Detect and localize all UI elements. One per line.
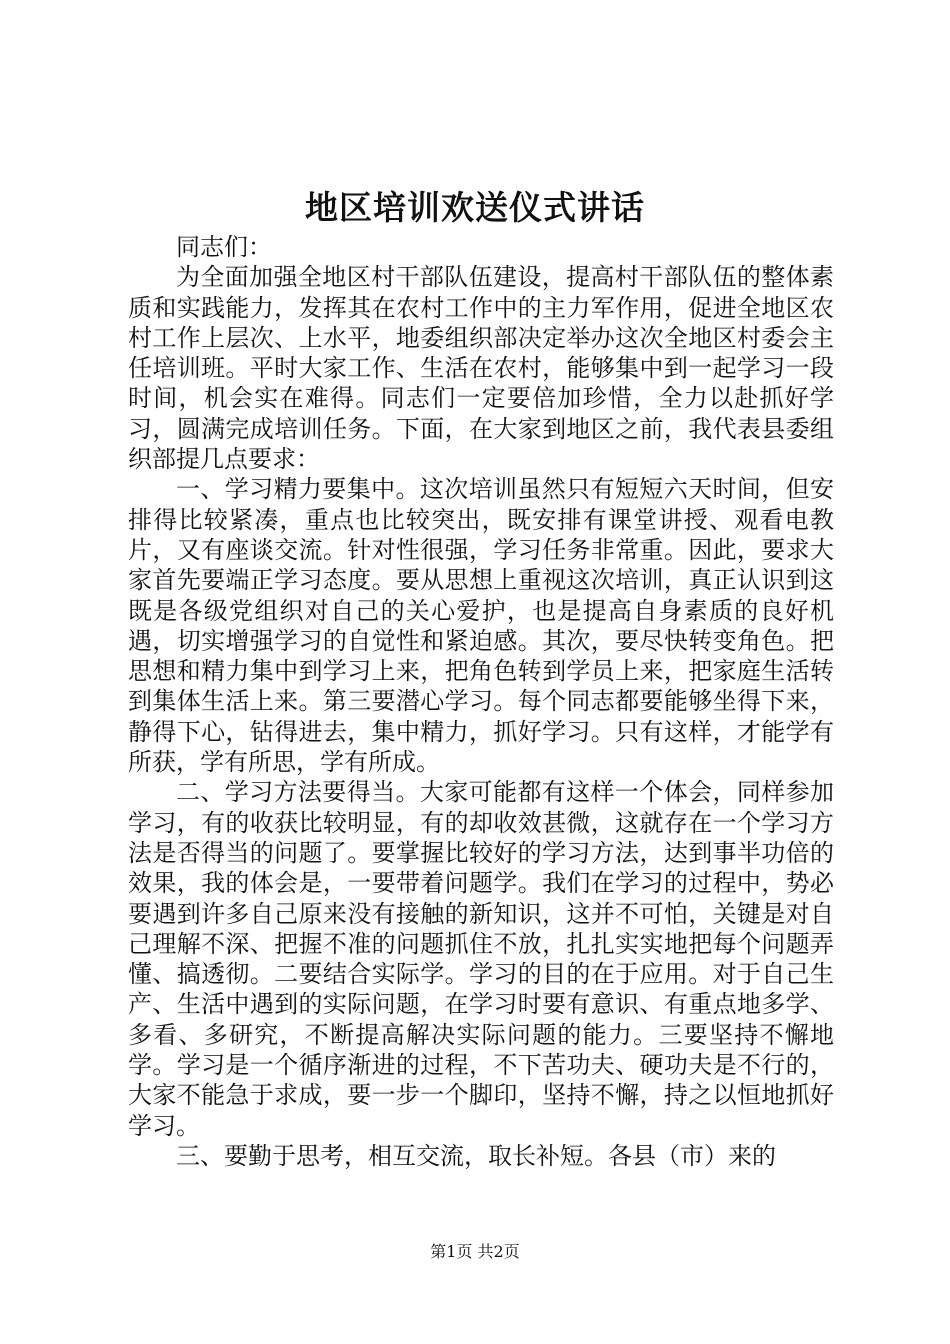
- paragraph-point-two: 二、学习方法要得当。大家可能都有这样一个体会，同样参加学习，有的收获比较明显，有的却收效甚微，这就存在一个学习方法是否得当的问题了。要掌握比较好的学习方法，达到事半功倍的效果，我的体会是，一要带着问题学。我们在学习的过程中，势必要遇到许多自己原来没有接触的新知识，这并不可怕，关键是对自己理解不深、把握不准的问题抓住不放，扎扎实实地把每个问题弄懂、搞透彻。二要结合实际学。学习的目的在于应用。对于自己生产、生活中遇到的实际问题，在学习时要有意识、有重点地多学、多看、多研究，不断提高解决实际问题的能力。三要坚持不懈地学。学习是一个循序渐进的过程，不下苦功夫、硬功夫是不行的，大家不能急于求成，要一步一个脚印，坚持不懈，持之以恒地抓好学习。: [128, 778, 834, 1140]
- page-footer: 第1页 共2页: [430, 1242, 520, 1261]
- paragraph-point-three: 三、要勤于思考，相互交流，取长补短。各县（市）来的: [176, 1141, 776, 1170]
- document-title: 地区培训欢送仪式讲话: [305, 188, 645, 227]
- salutation: 同志们：: [176, 233, 272, 261]
- document-body: [128, 232, 834, 1171]
- paragraph-intro: 为全面加强全地区村干部队伍建设，提高村干部队伍的整体素质和实践能力，发挥其在农村工作中的主力军作用，促进全地区农村工作上层次、上水平，地委组织部决定举办这次全地区村委会主任培训班。平时大家工作、生活在农村，能够集中到一起学习一段时间，机会实在难得。同志们一定要倍加珍惜，全力以赴抓好学习，圆满完成培训任务。下面，在大家到地区之前，我代表县委组织部提几点要求：: [128, 263, 834, 474]
- paragraph-point-one: 一、学习精力要集中。这次培训虽然只有短短六天时间，但安排得比较紧凑，重点也比较突出，既安排有课堂讲授、观看电教片，又有座谈交流。针对性很强，学习任务非常重。因此，要求大家首先要端正学习态度。要从思想上重视这次培训，真正认识到这既是各级党组织对自己的关心爱护，也是提高自身素质的良好机遇，切实增强学习的自觉性和紧迫感。其次，要尽快转变角色。把思想和精力集中到学习上来，把角色转到学员上来，把家庭生活转到集体生活上来。第三要潜心学习。每个同志都要能够坐得下来，静得下心，钻得进去，集中精力，抓好学习。只有这样，才能学有所获，学有所思，学有所成。: [128, 475, 834, 777]
